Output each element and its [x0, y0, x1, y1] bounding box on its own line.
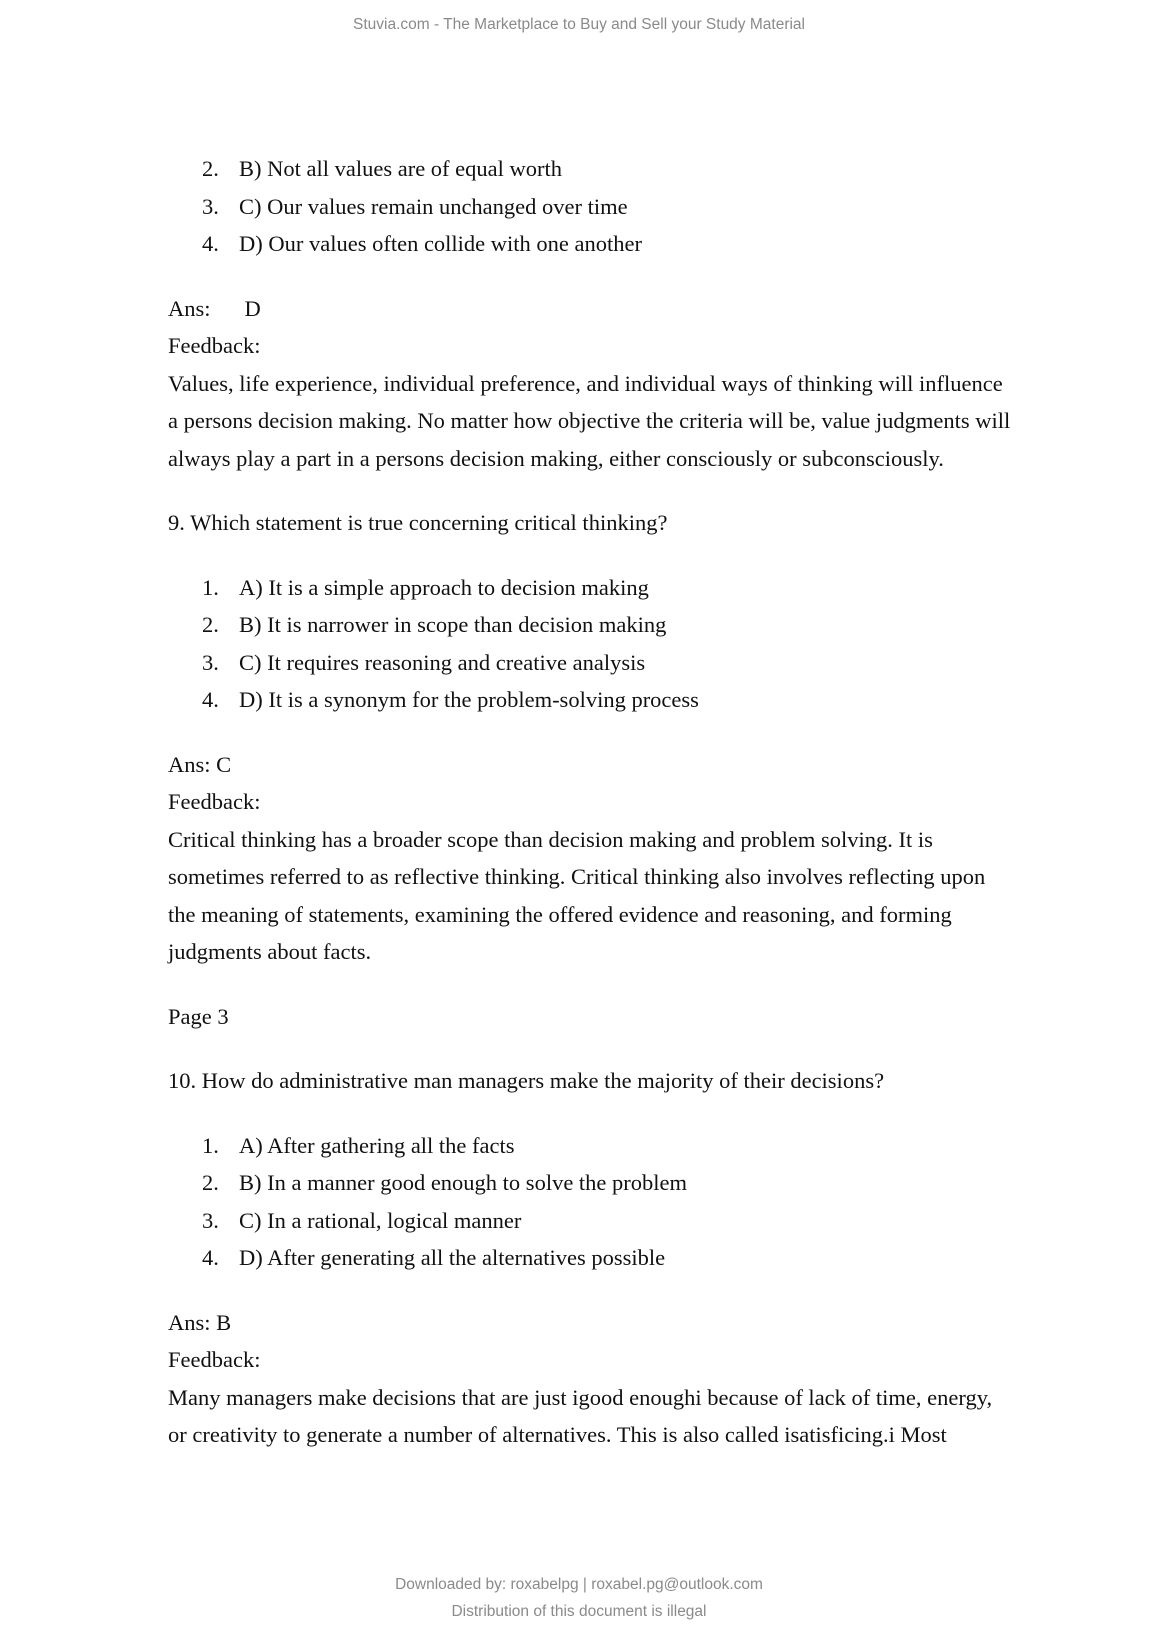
spacer — [168, 1100, 1060, 1127]
list-item — [168, 569, 1060, 607]
q9-feedback-line-2: sometimes referred to as reflective thinking. Critical thinking also involves reflecting upon — [168, 864, 986, 889]
option-number: 3. — [202, 1207, 219, 1233]
q10-feedback-line-1: Many managers make decisions that are just igood enoughi because of lack of time, energy, — [168, 1384, 993, 1410]
option-number: 2. — [202, 156, 219, 181]
spacer — [168, 542, 1060, 569]
option-text: B) In a manner good enough to solve the problem — [239, 1170, 688, 1195]
option-text: A) After gathering all the facts — [239, 1132, 515, 1158]
spacer — [168, 719, 1060, 746]
option-text: C) It requires reasoning and creative analysis — [239, 649, 646, 675]
q9-question: 9. Which statement is true concerning critical thinking? — [168, 510, 668, 535]
q10-answer: Ans: B — [168, 1309, 232, 1335]
list-item — [168, 225, 1060, 263]
q9-feedback-line-3: the meaning of statements, examining the offered evidence and reasoning, and forming — [168, 901, 952, 927]
option-text: C) In a rational, logical manner — [239, 1207, 522, 1233]
option-text: B) It is narrower in scope than decision making — [239, 612, 667, 637]
q9-feedback-line-1: Critical thinking has a broader scope than decision making and problem solving. It is — [168, 826, 933, 852]
site-header-text: Stuvia.com - The Marketplace to Buy and Sell your Study Material — [352, 16, 805, 33]
q8-feedback-line-2: a persons decision making. No matter how objective the criteria will be, value judgments will — [168, 408, 1011, 433]
list-item — [168, 1202, 1060, 1240]
document-body — [168, 150, 1060, 1454]
option-number: 1. — [202, 574, 219, 600]
q10-options-list — [168, 1127, 1060, 1277]
option-number: 3. — [202, 649, 219, 675]
option-number: 4. — [202, 1245, 219, 1270]
option-text: D) It is a synonym for the problem-solving process — [239, 687, 699, 712]
option-number: 1. — [202, 1132, 219, 1158]
spacer — [168, 263, 1060, 290]
option-number: 2. — [202, 1170, 219, 1195]
list-item — [168, 1127, 1060, 1165]
option-text: D) Our values often collide with one another — [239, 231, 643, 256]
option-number: 3. — [202, 193, 219, 219]
q10-feedback-line-2: or creativity to generate a number of alternatives. This is also called isatisficing.i Most — [168, 1422, 947, 1447]
spacer — [168, 1035, 1060, 1062]
q9-answer: Ans: C — [168, 751, 232, 777]
q8-options-list — [168, 150, 1060, 263]
q9-options-list — [168, 569, 1060, 719]
q10-feedback-label: Feedback: — [168, 1347, 261, 1372]
page-marker: Page 3 — [168, 1003, 229, 1029]
footer-distribution-notice: Distribution of this document is illegal — [451, 1603, 707, 1620]
list-item — [168, 606, 1060, 644]
footer-downloaded-by: Downloaded by: roxabelpg | roxabel.pg@outlook.com — [395, 1576, 763, 1593]
option-text: B) Not all values are of equal worth — [239, 156, 563, 181]
option-text: D) After generating all the alternatives possible — [239, 1245, 666, 1270]
answer-value: D — [244, 295, 261, 321]
list-item — [168, 188, 1060, 226]
option-text: A) It is a simple approach to decision making — [239, 574, 649, 600]
q8-feedback-line-3: always play a part in a persons decision making, either consciously or subconsciously. — [168, 445, 944, 471]
q8-feedback-line-1: Values, life experience, individual preference, and individual ways of thinking will influence — [168, 370, 1003, 396]
option-text: C) Our values remain unchanged over time — [239, 193, 628, 219]
option-number: 2. — [202, 612, 219, 637]
list-item — [168, 681, 1060, 719]
list-item — [168, 150, 1060, 188]
option-number: 4. — [202, 231, 219, 256]
list-item — [168, 1239, 1060, 1277]
q10-question: 10. How do administrative man managers make the majority of their decisions? — [168, 1068, 885, 1093]
q8-feedback-label: Feedback: — [168, 333, 261, 358]
spacer — [168, 477, 1060, 504]
spacer — [168, 1277, 1060, 1304]
spacer — [168, 971, 1060, 998]
answer-label: Ans: — [168, 295, 211, 321]
q9-feedback-label: Feedback: — [168, 789, 261, 814]
list-item — [168, 1164, 1060, 1202]
list-item — [168, 644, 1060, 682]
q8-answer — [168, 290, 1060, 328]
q9-feedback-line-4: judgments about facts. — [168, 939, 372, 964]
option-number: 4. — [202, 687, 219, 712]
